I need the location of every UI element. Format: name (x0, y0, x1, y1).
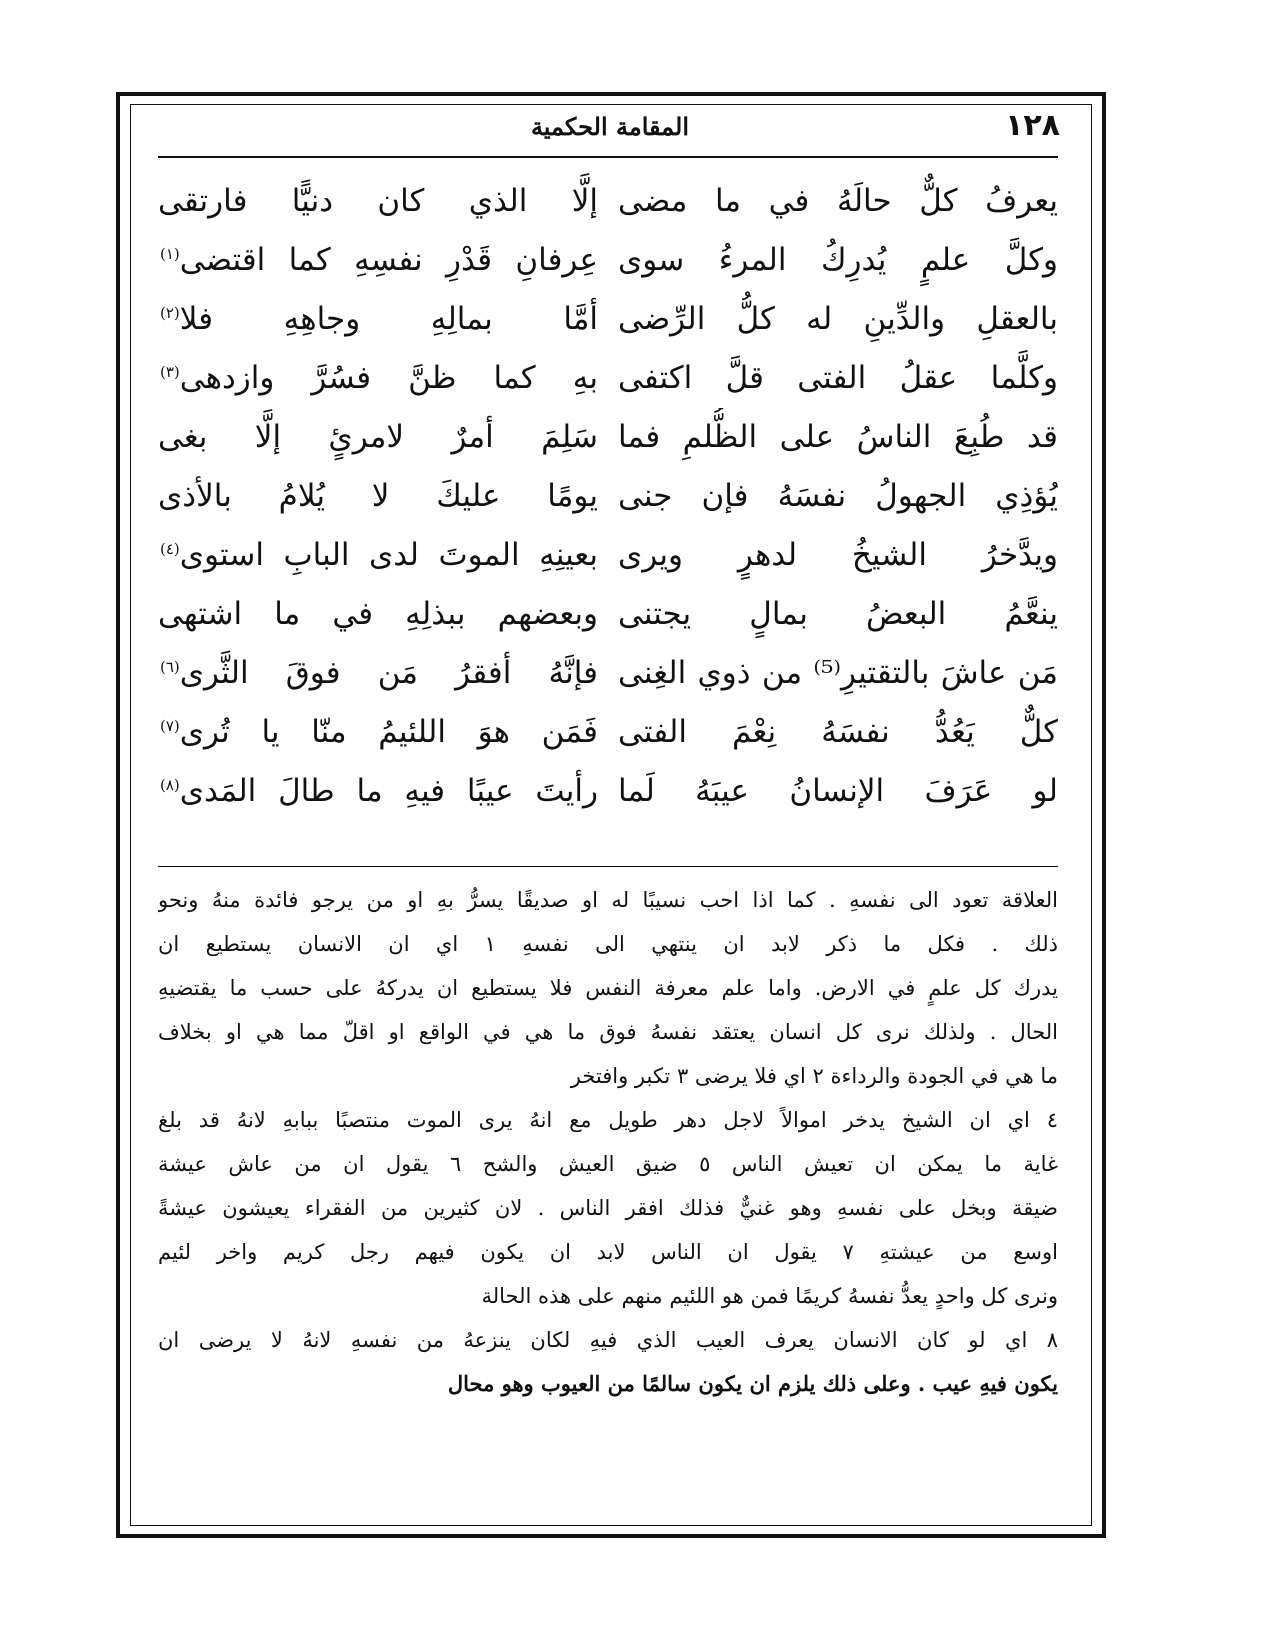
verse (158, 408, 1058, 467)
verse (158, 290, 1058, 349)
footnote-marker: (٧) (160, 716, 180, 735)
hemistich-first: وكلَّما عقلُ الفتى قلَّ اكتفى (618, 360, 1058, 396)
footnote-line: اوسع من عيشتهِ ٧ يقول ان الناس لابد ان يكون فيهم رجل كريم واخر لئيم (158, 1240, 1058, 1264)
hemistich-second (158, 762, 598, 821)
hemistich-second (158, 408, 598, 467)
hemistich-first: يُؤذِي الجهولُ نفسَهُ فإن جنى (618, 478, 1058, 514)
hemistich-text: أمَّا بمالِهِ وجاهِهِ فلا (179, 301, 598, 337)
footnote-marker: (١) (160, 244, 180, 263)
footnote-line: يكون فيهِ عيب . وعلى ذلك يلزم ان يكون سالمًا من العيوب وهو محال (447, 1371, 1058, 1396)
verse (158, 703, 1058, 762)
footnote-line: ما هي في الجودة والرداءة ٢ اي فلا يرضى ٣ تكبر وافتخر (570, 1064, 1058, 1088)
hemistich-second (158, 585, 598, 644)
hemistich-first: قد طُبِعَ الناسُ على الظُّلمِ فما (618, 419, 1058, 455)
hemistich-second (158, 231, 598, 290)
footnote-separator (158, 866, 1058, 867)
verse (158, 231, 1058, 290)
hemistich-text: وبعضهم ببذلِهِ في ما اشتهى (158, 596, 598, 632)
footnote-line: الحال . ولذلك نرى كل انسان يعتقد نفسهُ فوق ما هي في الواقع او اقلّ مما هي او بخلاف (158, 1020, 1058, 1044)
footnote-marker: (٣) (160, 362, 180, 381)
running-title: المقامة الحكمية (530, 112, 690, 141)
hemistich-second (158, 703, 598, 762)
hemistich-second (158, 526, 598, 585)
hemistich-second (158, 467, 598, 526)
footnote-line: غاية ما يمكن ان تعيش الناس ٥ ضيق العيش والشح ٦ يقول ان من عاش عيشة (158, 1152, 1058, 1176)
hemistich-first: بالعقلِ والدِّينِ له كلُّ الرِّضى (618, 301, 1058, 337)
hemistich-first: كلٌّ يَعُدُّ نفسَهُ نِعْمَ الفتى (618, 714, 1058, 750)
footnote-marker: (٦) (160, 657, 180, 676)
hemistich-second (158, 172, 598, 231)
hemistich-text: فَمَن هوَ اللئيمُ منّا يا تُرى (179, 714, 598, 750)
header-rule (158, 156, 1058, 158)
footnote-line: ونرى كل واحدٍ يعدُّ نفسهُ كريمًا فمن هو اللئيم منهم على هذه الحالة (481, 1284, 1058, 1308)
hemistich-text: إلَّا الذي كان دنيًّا فارتقى (158, 183, 598, 219)
hemistich-text: بعينِهِ الموتَ لدى البابِ استوى (179, 537, 598, 573)
footnote-line: ٤ اي ان الشيخ يدخر اموالاً لاجل دهر طويل مع انهُ يرى الموت منتصبًا ببابهِ لانهُ قد بلغ (158, 1108, 1058, 1132)
verse (158, 762, 1058, 821)
footnote-line: العلاقة تعود الى نفسهِ . كما اذا احب نسيبًا له او صديقًا يسرُّ بهِ او من يرجو فائدة منهُ ونحو (158, 888, 1058, 912)
hemistich-first: ينعَّمُ البعضُ بمالٍ يجتنى (618, 596, 1058, 632)
poem (158, 172, 1058, 821)
verse (158, 644, 1058, 703)
verse (158, 467, 1058, 526)
footnote-marker: (٨) (160, 775, 180, 794)
hemistich-second (158, 644, 598, 703)
footnote-line: ٨ اي لو كان الانسان يعرف العيب الذي فيهِ لكان ينزعهُ من نفسهِ لانهُ لا يرضى ان (158, 1328, 1058, 1352)
hemistich-first: ويدَّخرُ الشيخُ لدهرٍ ويرى (618, 537, 1058, 573)
hemistich-second (158, 290, 598, 349)
verse (158, 349, 1058, 408)
verse (158, 172, 1058, 231)
footnote-line: يدرك كل علمٍ في الارض. واما علم معرفة النفس فلا يستطيع ان يدركهُ على حسب ما يقتضيهِ (158, 976, 1058, 1000)
hemistich-text: رأيتَ عيبًا فيهِ ما طالَ المَدى (179, 773, 598, 809)
hemistich-first: وكلَّ علمٍ يُدرِكُ المرءُ سوى (618, 242, 1058, 278)
footnote-line: ذلك . فكل ما ذكر لابد ان ينتهي الى نفسهِ ١ اي ان الانسان يستطيع ان (158, 932, 1058, 956)
hemistich-text: سَلِمَ أمرٌ لامرئٍ إلَّا بغى (158, 419, 598, 455)
verse (158, 526, 1058, 585)
footnote-marker: (٤) (160, 539, 180, 558)
hemistich-first: يعرفُ كلٌّ حالَهُ في ما مضى (618, 183, 1058, 219)
hemistich-text: يومًا عليكَ لا يُلامُ بالأذى (158, 478, 598, 514)
hemistich-text: عِرفانِ قَدْرِ نفسِهِ كما اقتضى (179, 242, 598, 278)
page-number: ١٢٨ (1005, 108, 1060, 143)
hemistich-second (158, 349, 598, 408)
hemistich-first: لو عَرَفَ الإنسانُ عيبَهُ لَما (618, 773, 1058, 809)
hemistich-text: فإنَّهُ أفقرُ مَن فوقَ الثَّرى (179, 655, 598, 691)
hemistich-text: بهِ كما ظنَّ فسُرَّ وازدهى (179, 360, 598, 396)
footnotes (158, 878, 1058, 1406)
footnote-marker: (٢) (160, 303, 180, 322)
page-header (160, 108, 1060, 152)
verse (158, 585, 1058, 644)
hemistich-first: مَن عاشَ بالتقتيرِ⁽⁵⁾ من ذوي الغِنى (618, 655, 1058, 691)
footnote-line: ضيقة وبخل على نفسهِ وهو غنيٌّ فذلك افقر الناس . لان كثيرين من الفقراء يعيشون عيشةً (158, 1196, 1058, 1220)
